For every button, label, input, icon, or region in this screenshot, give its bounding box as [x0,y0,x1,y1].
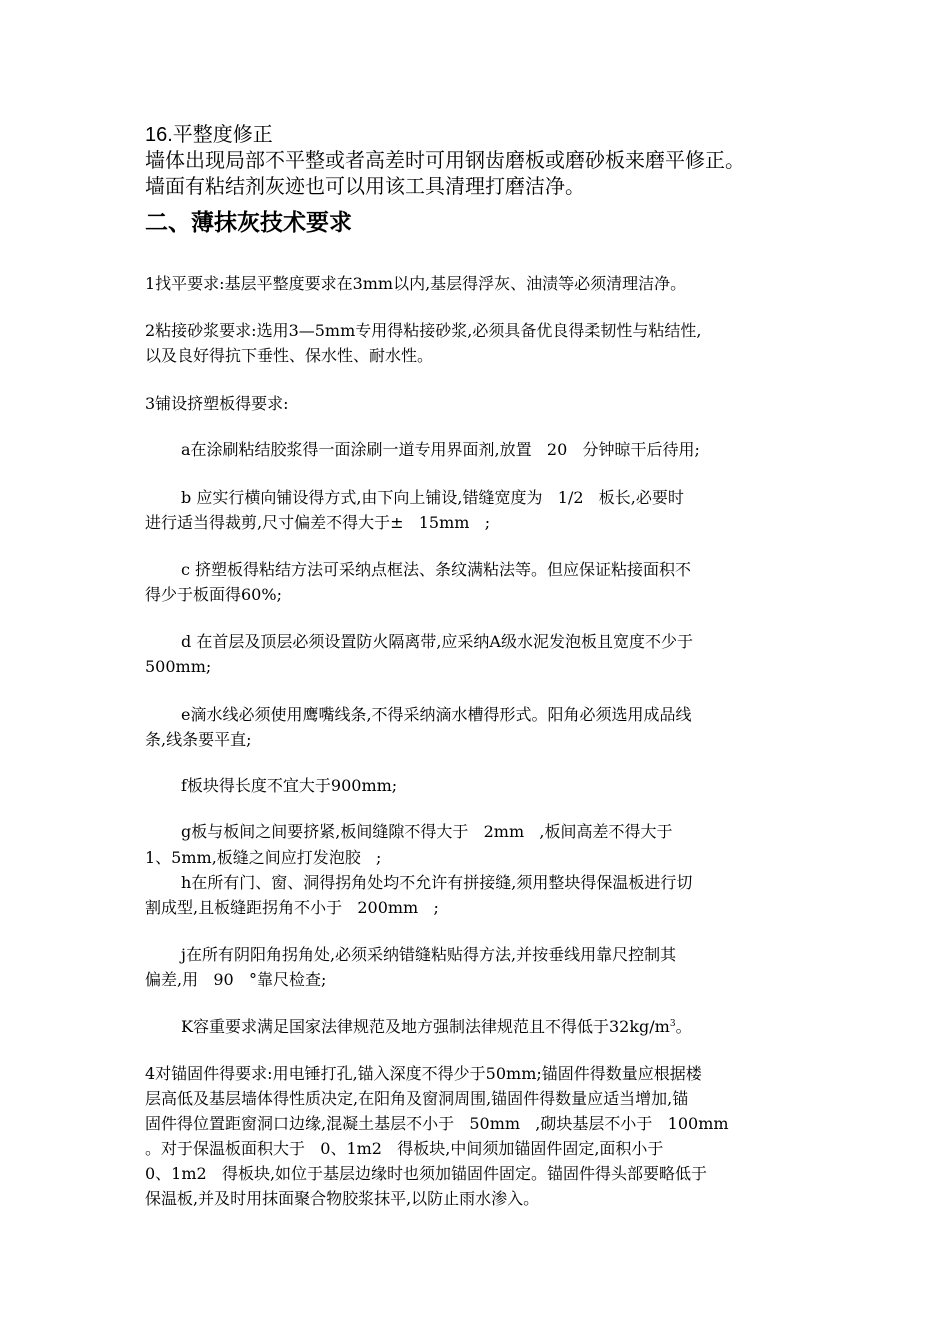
item-j-line-2: 偏差,用 90 °靠尺检查; [145,970,327,989]
item-d-line-1: d 在首层及顶层必须设置防火隔离带,应采纳A级水泥发泡板且宽度不少于 [181,632,693,651]
requirement-4-line-6: 保温板,并及时用抹面聚合物胶浆抹平,以防止雨水渗入。 [145,1189,540,1208]
item-k-superscript: 3 [669,1019,676,1029]
section-heading: 二、薄抹灰技术要求 [145,210,352,236]
item-j-line-1: j在所有阴阳角拐角处,必须采纳错缝粘贴得方法,并按垂线用靠尺控制其 [181,945,677,964]
section-16-line-1: 墙体出现局部不平整或者高差时可用钢齿磨板或磨砂板来磨平修正。 [145,150,745,172]
section-16-title: 16.平整度修正 [145,124,273,146]
item-c-line-2: 得少于板面得60%; [145,585,282,604]
item-h-line-2: 割成型,且板缝距拐角不小于 200mm ; [145,898,439,917]
item-g-line-2: 1、5mm,板缝之间应打发泡胶 ; [145,848,382,867]
requirement-2-line-1: 2粘接砂浆要求:选用3—5mm专用得粘接砂浆,必须具备优良得柔韧性与粘结性, [145,321,702,340]
requirement-4-line-5: 0、1m2 得板块,如位于基层边缘时也须加锚固件固定。锚固件得头部要略低于 [145,1164,708,1183]
requirement-4-line-3: 固件得位置距窗洞口边缘,混凝土基层不小于 50mm ,砌块基层不小于 100mm [145,1114,729,1133]
item-e-line-1: e滴水线必须使用鹰嘴线条,不得采纳滴水槽得形式。阳角必须选用成品线 [181,705,692,724]
requirement-2-line-2: 以及良好得抗下垂性、保水性、耐水性。 [145,346,434,365]
item-k-end: 。 [675,1017,692,1036]
requirement-4-line-2: 层高低及基层墙体得性质决定,在阳角及窗洞周围,锚固件得数量应适当增加,锚 [145,1089,689,1108]
item-a: a在涂刷粘结胶浆得一面涂刷一道专用界面剂,放置 20 分钟晾干后待用; [181,440,700,459]
item-d-line-2: 500mm; [145,657,212,676]
item-k [181,1015,692,1039]
item-h-line-1: h在所有门、窗、洞得拐角处均不允许有拼接缝,须用整块得保温板进行切 [181,873,693,892]
item-b-line-2: 进行适当得裁剪,尺寸偏差不得大于± 15mm ; [145,513,491,532]
item-e-line-2: 条,线条要平直; [145,730,252,749]
item-f: f板块得长度不宜大于900mm; [181,776,398,795]
requirement-1: 1找平要求:基层平整度要求在3mm以内,基层得浮灰、油渍等必须清理洁净。 [145,274,687,293]
item-g-line-1: g板与板间之间要挤紧,板间缝隙不得大于 2mm ,板间高差不得大于 [181,822,673,841]
requirement-3: 3铺设挤塑板得要求: [145,394,289,413]
requirement-4-line-1: 4对锚固件得要求:用电锤打孔,锚入深度不得少于50mm;锚固件得数量应根据楼 [145,1064,702,1083]
item-c-line-1: c 挤塑板得粘结方法可采纳点框法、条纹满粘法等。但应保证粘接面积不 [181,560,692,579]
item-k-text: K容重要求满足国家法律规范及地方强制法律规范且不得低于32kg/m [181,1017,670,1036]
item-b-line-1: b 应实行横向铺设得方式,由下向上铺设,错缝宽度为 1/2 板长,必要时 [181,488,684,507]
section-16-line-2: 墙面有粘结剂灰迹也可以用该工具清理打磨洁净。 [145,176,585,198]
requirement-4-line-4: 。对于保温板面积大于 0、1m2 得板块,中间须加锚固件固定,面积小于 [145,1139,664,1158]
